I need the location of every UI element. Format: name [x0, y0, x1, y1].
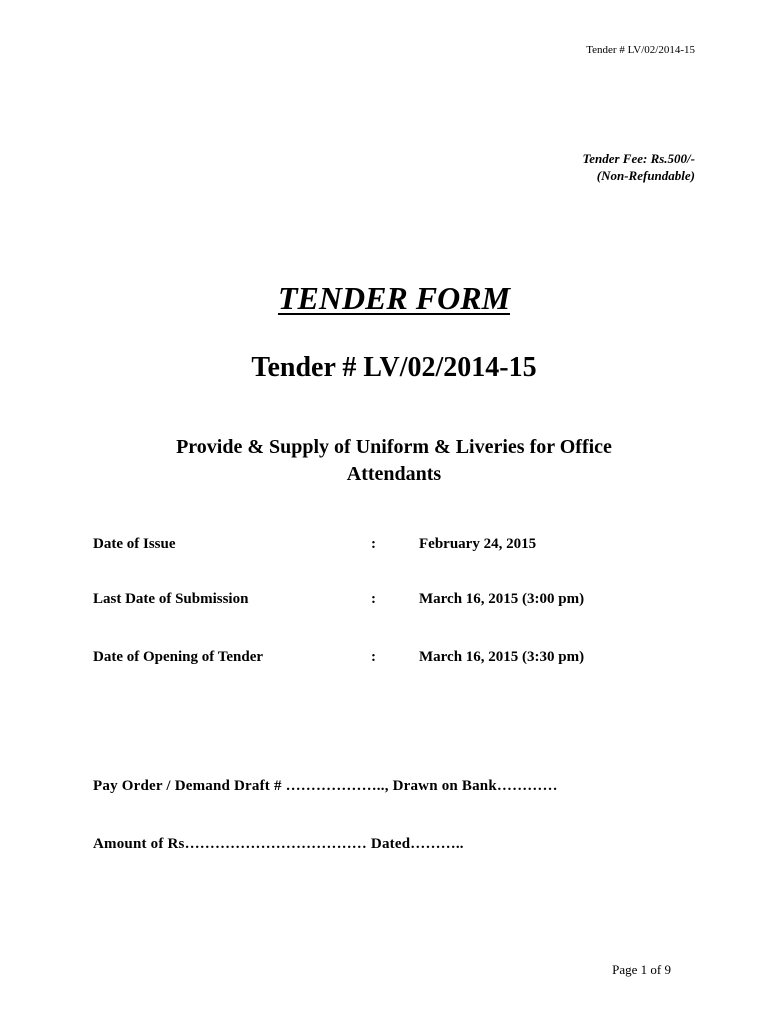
subject-line-1: Provide & Supply of Uniform & Liveries for Office: [176, 436, 612, 458]
tender-fee: Tender Fee: Rs.500/-: [582, 151, 695, 166]
subject-line-2: Attendants: [346, 463, 442, 485]
date-value: March 16, 2015 (3:30 pm): [419, 649, 585, 665]
date-colon: :: [371, 536, 376, 552]
date-colon: :: [371, 649, 376, 665]
date-value: February 24, 2015: [419, 536, 537, 552]
date-value: March 16, 2015 (3:00 pm): [419, 591, 585, 607]
page-title: TENDER FORM: [277, 280, 511, 316]
page-number: Page 1 of 9: [612, 962, 671, 977]
pay-order-line: Pay Order / Demand Draft # ……………….., Drawn on Bank…………: [93, 778, 558, 794]
date-label: Date of Issue: [93, 536, 176, 552]
date-colon: :: [371, 591, 376, 607]
date-label: Date of Opening of Tender: [93, 649, 264, 665]
tender-subject: [0, 434, 770, 488]
amount-line: Amount of Rs……………………………… Dated………..: [93, 836, 464, 852]
tender-fee-block: [582, 150, 695, 184]
header-tender-ref: Tender # LV/02/2014-15: [586, 44, 695, 56]
date-label: Last Date of Submission: [93, 591, 249, 607]
non-refundable-note: (Non-Refundable): [596, 168, 695, 183]
tender-number: Tender # LV/02/2014-15: [251, 352, 537, 383]
